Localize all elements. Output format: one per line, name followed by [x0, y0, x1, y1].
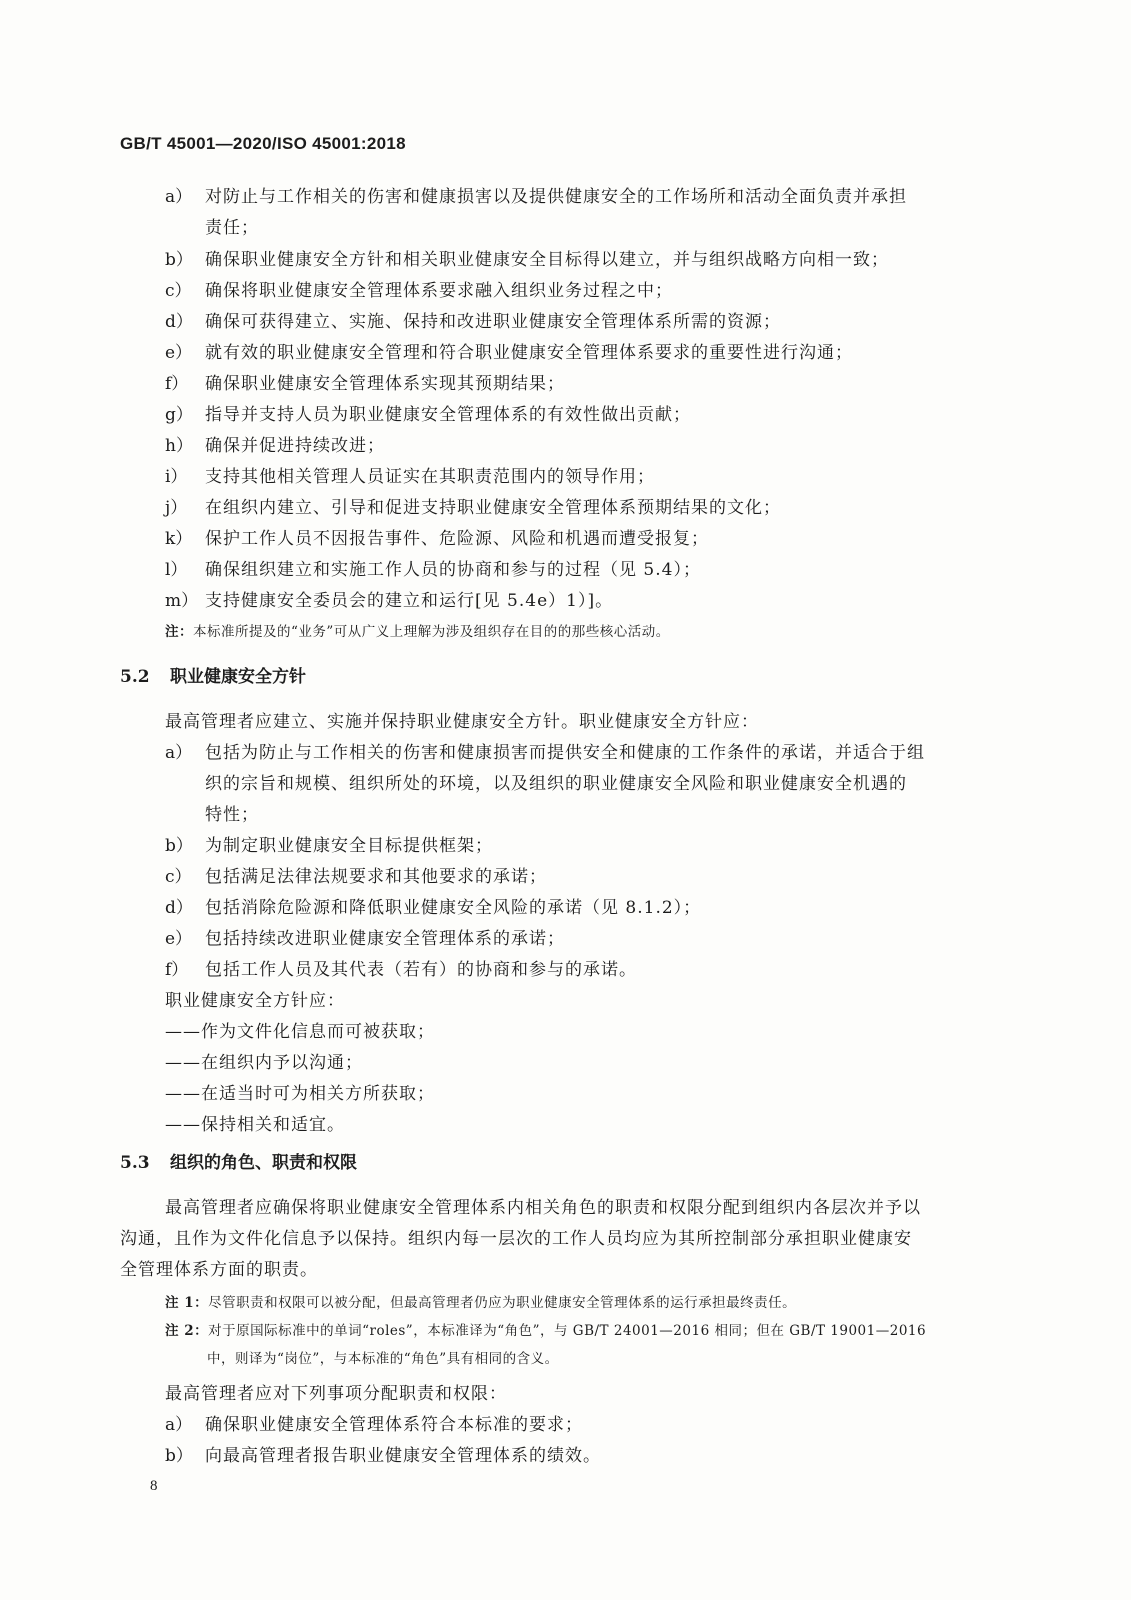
list-item-label: f）	[165, 374, 189, 394]
list-item-label: e）	[165, 929, 193, 949]
list-item-text: 确保职业健康安全管理体系实现其预期结果；	[205, 374, 565, 394]
list-item-label: d）	[165, 312, 193, 332]
paragraph-line: 沟通，且作为文件化信息予以保持。组织内每一层次的工作人员均应为其所控制部分承担职业健康安	[120, 1229, 912, 1249]
paragraph: 最高管理者应对下列事项分配职责和权限：	[165, 1384, 507, 1404]
list-item-text: 特性；	[205, 805, 259, 825]
list-item-label: c）	[165, 867, 192, 887]
list-item-label: a）	[165, 187, 193, 207]
list-item-text: 包括消除危险源和降低职业健康安全风险的承诺（见 8.1.2）；	[205, 898, 702, 918]
list-item-label: a）	[165, 743, 193, 763]
list-item-text: 织的宗旨和规模、组织所处的环境，以及组织的职业健康安全风险和职业健康安全机遇的	[205, 774, 907, 794]
list-item-label: b）	[165, 1446, 193, 1466]
list-item-text: 就有效的职业健康安全管理和符合职业健康安全管理体系要求的重要性进行沟通；	[205, 343, 853, 363]
section-number: 5.3	[120, 1153, 150, 1173]
note-text: 本标准所提及的“业务”可从广义上理解为涉及组织存在目的的那些核心活动。	[193, 624, 670, 640]
note-text: 中，则译为“岗位”，与本标准的“角色”具有相同的含义。	[207, 1351, 559, 1367]
list-item-label: m）	[165, 591, 199, 611]
list-item-label: e）	[165, 343, 193, 363]
list-item-label: j）	[165, 498, 188, 518]
section-title: 职业健康安全方针	[170, 667, 306, 687]
section-heading	[120, 1151, 357, 1175]
list-item-text: 包括工作人员及其代表（若有）的协商和参与的承诺。	[205, 960, 637, 980]
list-item-text: 确保可获得建立、实施、保持和改进职业健康安全管理体系所需的资源；	[205, 312, 781, 332]
list-item-label: d）	[165, 898, 193, 918]
list-item-text: 在组织内建立、引导和促进支持职业健康安全管理体系预期结果的文化；	[205, 498, 781, 518]
note-text: 尽管职责和权限可以被分配，但最高管理者仍应为职业健康安全管理体系的运行承担最终责任。	[208, 1295, 797, 1311]
note	[165, 622, 670, 642]
list-item-label: k）	[165, 529, 193, 549]
standard-header: GB/T 45001—2020/ISO 45001:2018	[120, 134, 406, 153]
list-item-text: 指导并支持人员为职业健康安全管理体系的有效性做出贡献；	[205, 405, 691, 425]
list-item-text: 确保并促进持续改进；	[205, 436, 385, 456]
list-item-label: b）	[165, 250, 193, 270]
list-item-text: 确保将职业健康安全管理体系要求融入组织业务过程之中；	[205, 281, 673, 301]
list-item-text: 向最高管理者报告职业健康安全管理体系的绩效。	[205, 1446, 601, 1466]
page-number: 8	[150, 1478, 158, 1494]
paragraph-line: 最高管理者应确保将职业健康安全管理体系内相关角色的职责和权限分配到组织内各层次并予以	[165, 1198, 921, 1218]
dash-item: ——在组织内予以沟通；	[165, 1053, 363, 1073]
list-item-text: 包括持续改进职业健康安全管理体系的承诺；	[205, 929, 565, 949]
list-item-label: b）	[165, 836, 193, 856]
section-number: 5.2	[120, 667, 150, 687]
note-text: 对于原国际标准中的单词“roles”，本标准译为“角色”，与 GB/T 24001—2016 相同；但在 GB/T 19001—2016	[208, 1323, 927, 1339]
paragraph: 职业健康安全方针应：	[165, 991, 345, 1011]
list-item-label: l）	[165, 560, 188, 580]
list-item-label: g）	[165, 405, 193, 425]
list-item-label: i）	[165, 467, 188, 487]
list-item-label: c）	[165, 281, 192, 301]
list-item-text: 保护工作人员不因报告事件、危险源、风险和机遇而遭受报复；	[205, 529, 709, 549]
list-item-text: 确保职业健康安全管理体系符合本标准的要求；	[205, 1415, 583, 1435]
list-item-text: 支持其他相关管理人员证实在其职责范围内的领导作用；	[205, 467, 655, 487]
list-item-label: a）	[165, 1415, 193, 1435]
note-prefix: 注 2：	[165, 1323, 209, 1339]
dash-item: ——作为文件化信息而可被获取；	[165, 1022, 435, 1042]
list-item-label: h）	[165, 436, 193, 456]
section-title: 组织的角色、职责和权限	[170, 1153, 357, 1173]
list-item-text: 包括满足法律法规要求和其他要求的承诺；	[205, 867, 547, 887]
note	[165, 1321, 926, 1341]
list-item-text: 确保职业健康安全方针和相关职业健康安全目标得以建立，并与组织战略方向相一致；	[205, 250, 889, 270]
list-item-text: 为制定职业健康安全目标提供框架；	[205, 836, 493, 856]
section-heading	[120, 665, 306, 689]
list-item-text: 包括为防止与工作相关的伤害和健康损害而提供安全和健康的工作条件的承诺，并适合于组	[205, 743, 925, 763]
note-prefix: 注：	[165, 624, 193, 640]
list-item-text: 对防止与工作相关的伤害和健康损害以及提供健康安全的工作场所和活动全面负责并承担	[205, 187, 907, 207]
list-item-text: 确保组织建立和实施工作人员的协商和参与的过程（见 5.4）；	[205, 560, 701, 580]
dash-item: ——保持相关和适宜。	[165, 1115, 345, 1135]
list-item-label: f）	[165, 960, 189, 980]
list-item-text: 责任；	[205, 218, 259, 238]
paragraph-line: 全管理体系方面的职责。	[120, 1260, 318, 1280]
list-item-text: 支持健康安全委员会的建立和运行[见 5.4e）1）]。	[205, 591, 614, 611]
note	[165, 1293, 796, 1313]
paragraph: 最高管理者应建立、实施并保持职业健康安全方针。职业健康安全方针应：	[165, 712, 759, 732]
note-prefix: 注 1：	[165, 1295, 209, 1311]
dash-item: ——在适当时可为相关方所获取；	[165, 1084, 435, 1104]
